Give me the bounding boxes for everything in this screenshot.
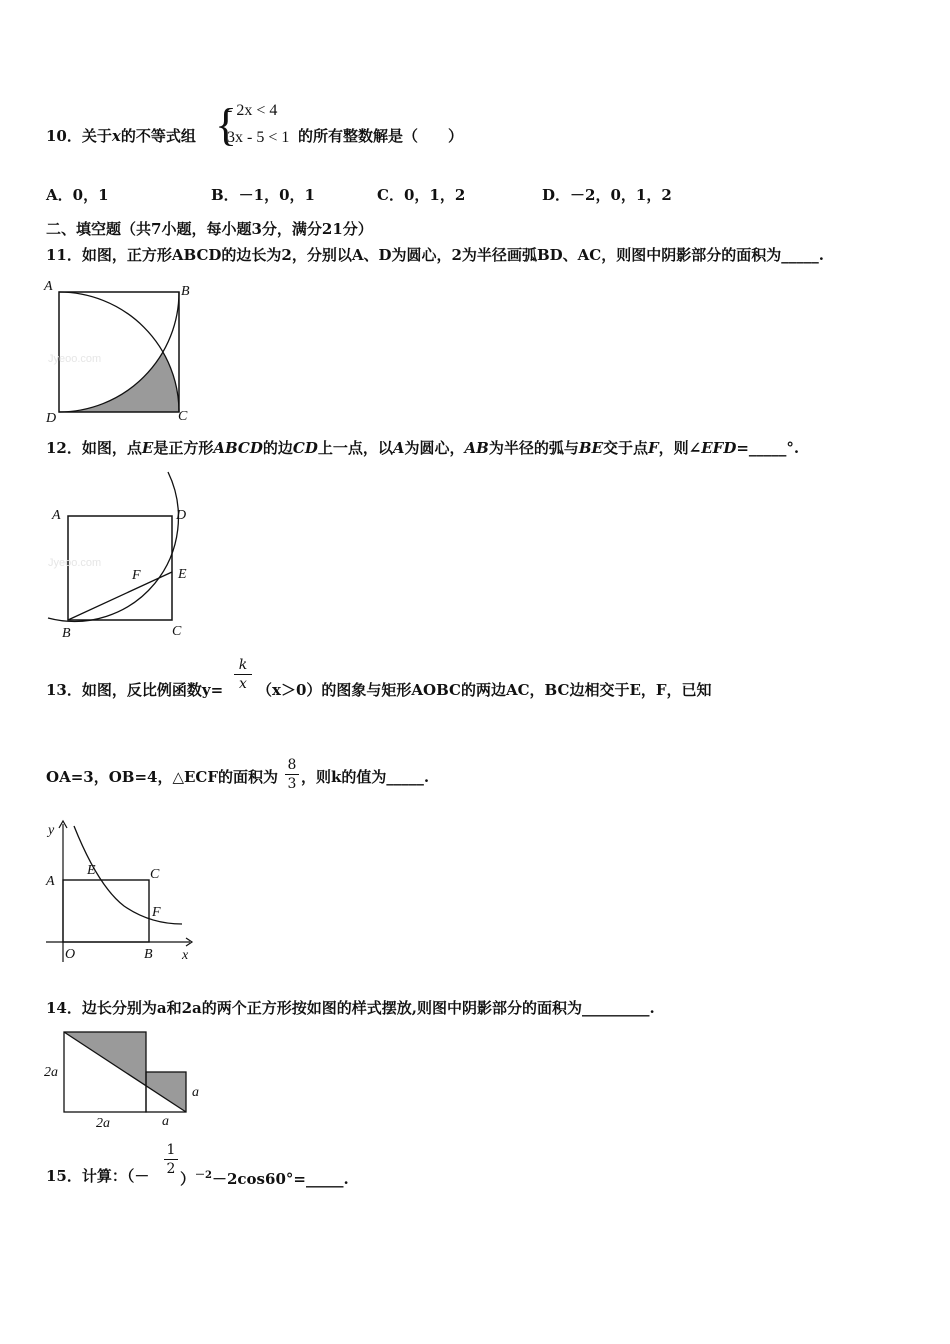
q13-label-e: E [87,863,96,878]
q15-fraction: 1 2 [164,1142,178,1177]
section-heading: 二、填空题（共7小题，每小题3分，满分21分） [46,220,373,238]
q12-label-b: B [62,626,71,641]
q13-label-a: A [46,874,55,889]
q14-label-2a-left: 2a [44,1065,58,1080]
q14-label-a-bottom: a [162,1114,169,1129]
q15-suffix: ）$^{-2}$－2cos60°=_____. [180,1170,349,1188]
q14-label-a-right: a [192,1085,199,1100]
q11-watermark: Jyeoo.com [48,353,102,365]
q14-text: 14．边长分别为a和2a的两个正方形按如图的样式摆放,则图中阴影部分的面积为_________. [46,999,655,1017]
q13-figure [40,816,200,978]
q13-label-f: F [152,905,161,920]
q13-fraction-k-x: k x [234,657,252,692]
q13-line2-prefix: OA=3，OB=4，△ECF的面积为 [46,768,279,786]
q10-option-d: D．－2，0，1，2 [542,186,672,204]
q13-label-o: O [65,947,76,962]
q13-line1-suffix: （x＞0）的图象与矩形AOBC的两边AC，BC边相交于E，F，已知 [257,681,712,699]
q13-label-b: B [144,947,153,962]
q11-label-d: D [46,411,57,426]
q12-label-a: A [52,508,61,523]
q14-figure [40,1026,210,1136]
q13-fraction-8-3: 8 3 [285,757,299,792]
q13-label-y: y [48,823,55,838]
q10-option-c: C．0，1，2 [377,186,466,204]
q11-label-b: B [181,284,190,299]
q11-label-c: C [178,409,188,424]
q10-inequality-2: 3x - 5 < 1 [227,129,290,146]
q12-segment-be [68,572,172,620]
q12-label-e: E [178,567,187,582]
q11-figure [40,276,200,424]
q10-stem-end: 的所有整数解是（ ） [298,127,464,145]
q10-option-a: A．0，1 [46,186,109,204]
q13-line2-suffix: ，则k的值为_____. [301,768,430,786]
q12-label-d: D [176,508,187,523]
q11-label-a: A [44,279,53,294]
q12-figure [40,472,200,642]
q12-watermark: Jyeoo.com [48,557,102,569]
q12-label-c: C [172,624,182,639]
q14-label-2a-bottom: 2a [96,1116,110,1131]
q13-label-c: C [150,867,160,882]
q11-text: 11．如图，正方形ABCD的边长为2，分别以A、D为圆心，2为半径画弧BD、AC，则图中阴影部分的面积为_____. [46,246,824,264]
q12-text: 12．如图，点E是正方形ABCD的边CD上一点，以A为圆心，AB为半径的弧与BE交于点F，则∠EFD=_____°. [46,439,800,457]
q13-label-x: x [182,948,189,963]
q10-stem: 10．关于x的不等式组 [46,127,196,145]
q13-line1-prefix: 13．如图，反比例函数y= [46,681,224,699]
q12-label-f: F [132,568,141,583]
q10-option-b: B．－1，0，1 [211,186,315,204]
q10-inequality-1: - 2x < 4 [227,102,278,119]
q13-rectangle [63,880,149,942]
q15-prefix: 15．计算：（－ [46,1167,150,1185]
